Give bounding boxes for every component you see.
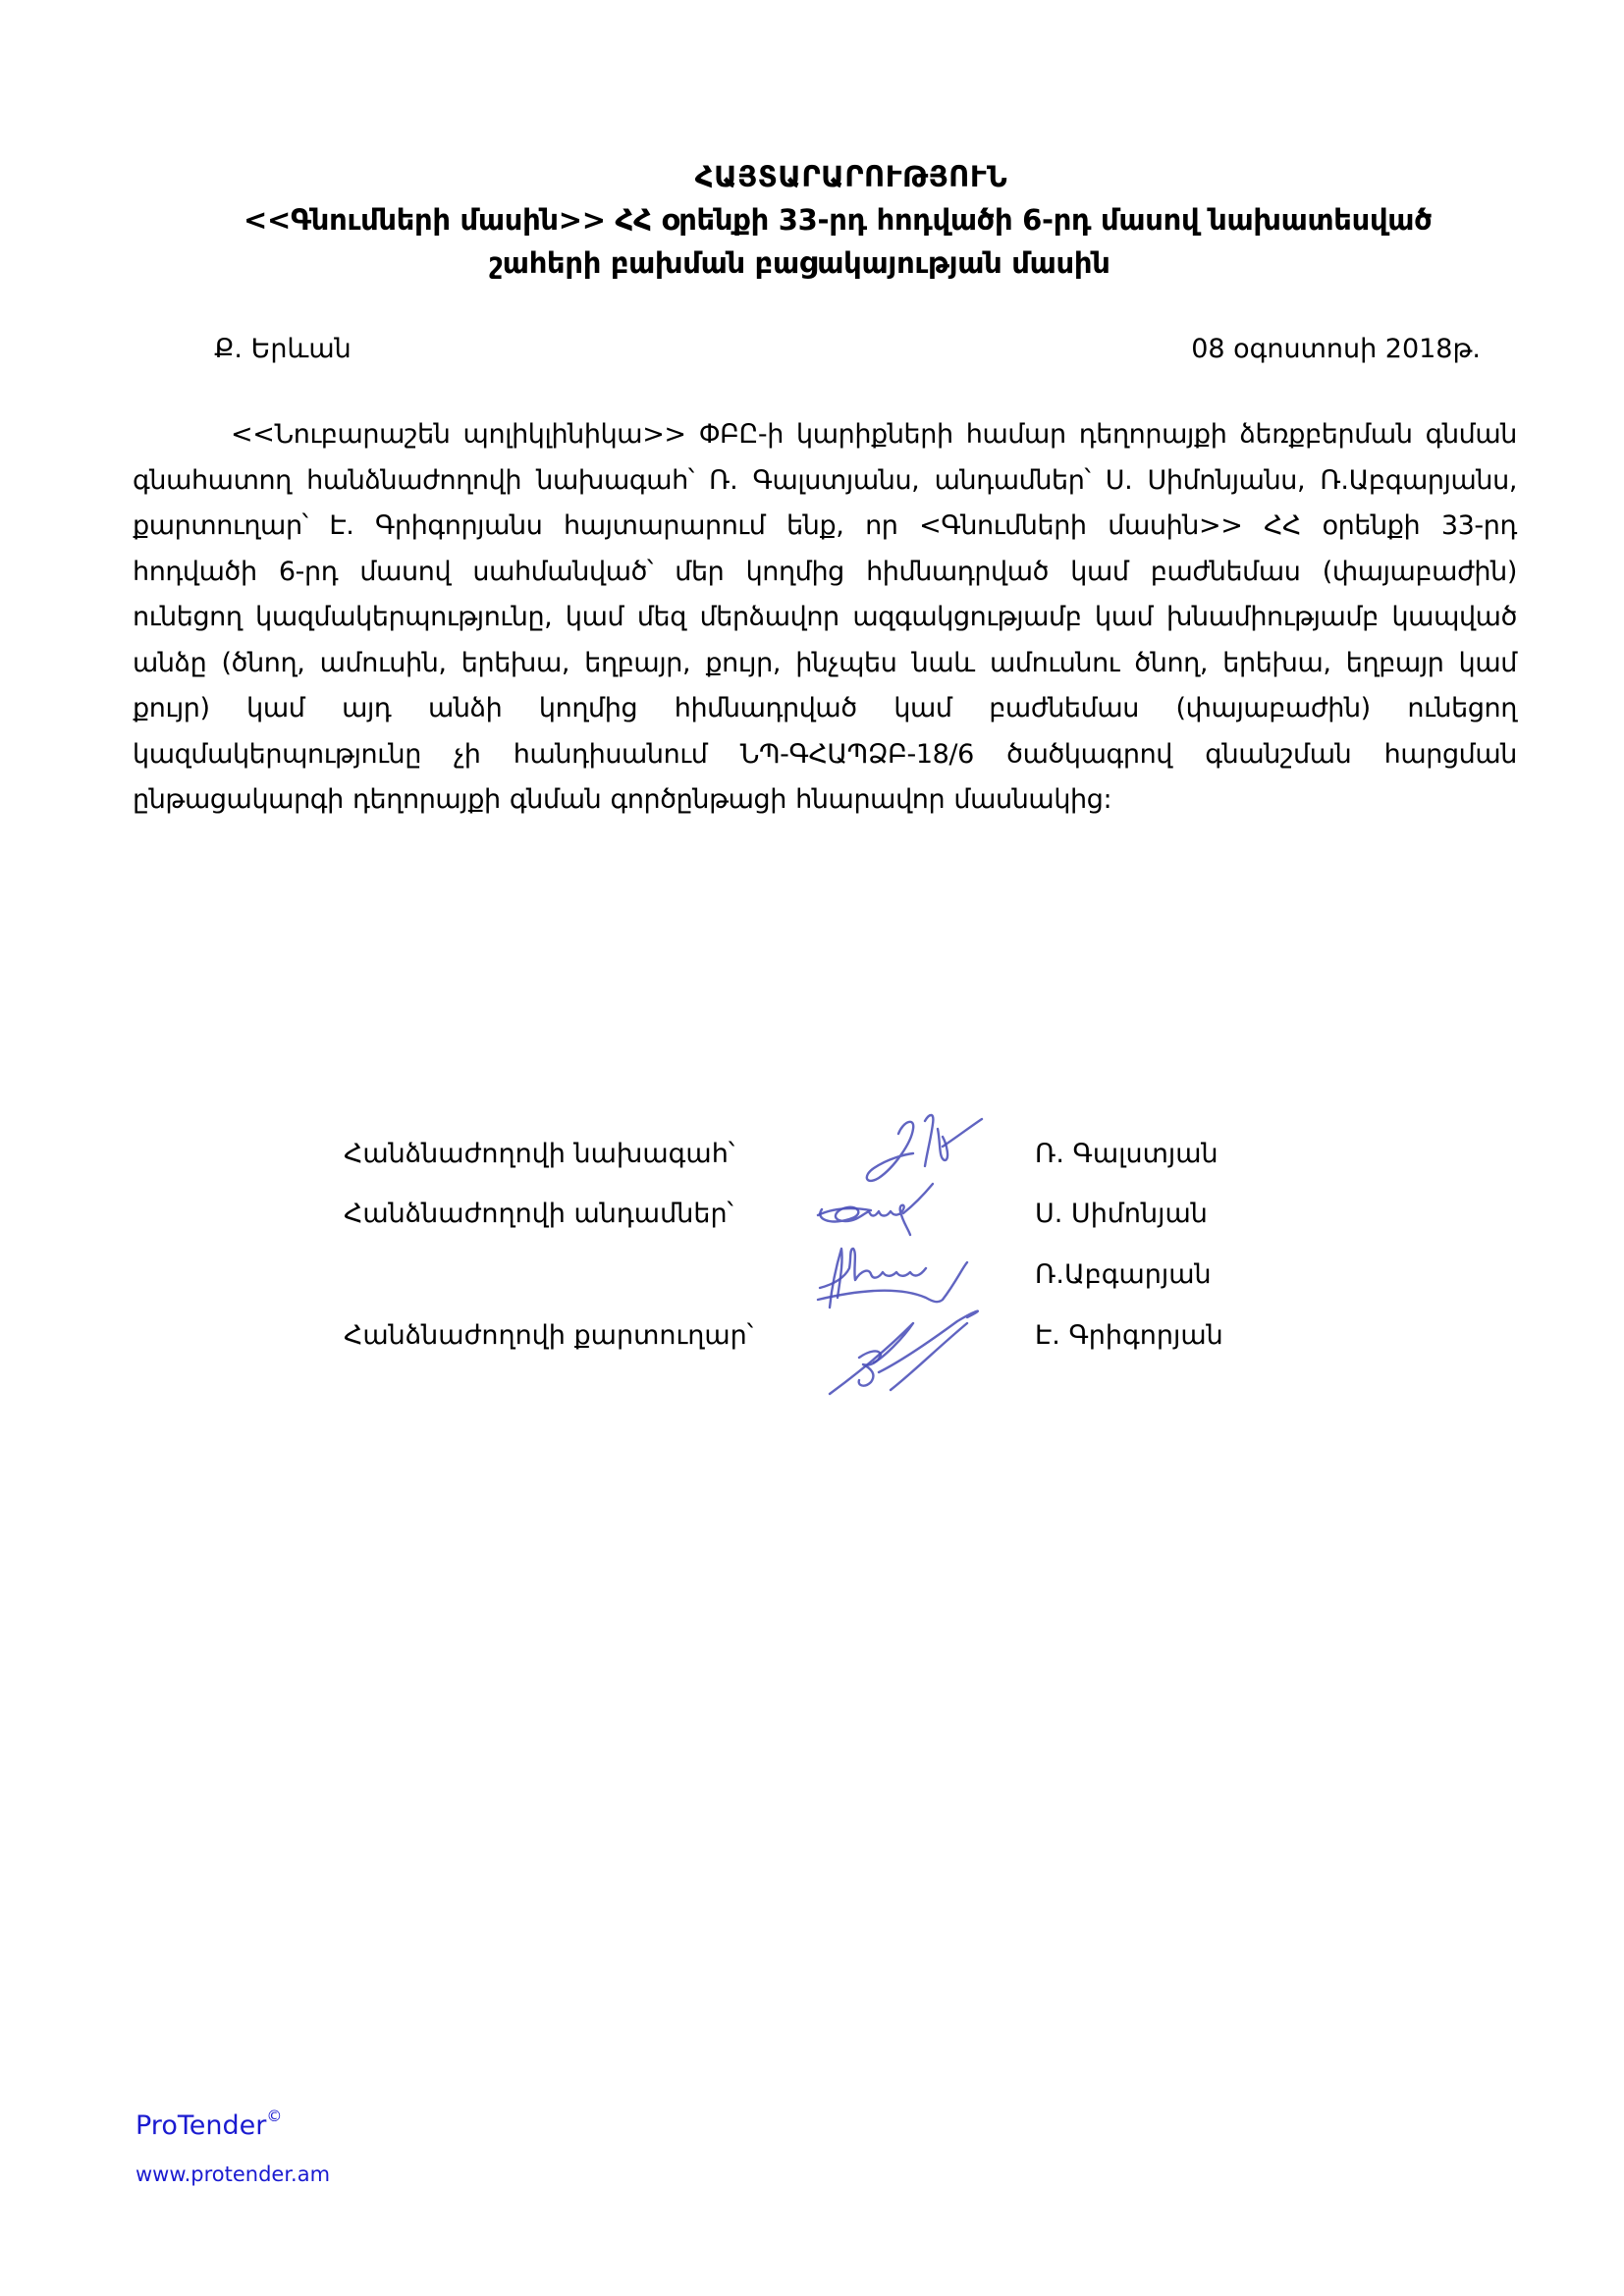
signer-role-secretary: Հանձնաժողովի քարտուղար՝ (344, 1320, 754, 1351)
copyright-icon: © (266, 2107, 283, 2125)
brand-name: ProTender (135, 2110, 267, 2141)
signature-abgaryan-icon (810, 1239, 997, 1312)
signer-role-chairman: Հանձնաժողովի նախագահ՝ (344, 1139, 735, 1169)
document-subtitle-line-1: <<Գնումների մասին>> ՀՀ օրենքի 33-րդ հոդվածի 6-րդ մասով նախատեսված (244, 203, 1433, 237)
declaration-paragraph: <<Նուբարաշեն պոլիկլինիկա>> ՓԲԸ-ի կարիքների համար դեղորայքի ձեռքբերման գնման գնահատող հանձնաժողովի նախագահ՝ Ռ. Գալստյանս, անդամներ՝ Ս. Սիմոնյանս, Ռ.Աբգարյանս, քարտուղար՝ Է. Գրիգորյանս հայտարարում ենք, որ <Գնումների մասին>> ՀՀ օրենքի 33-րդ հոդվածի 6-րդ մասով սահմանված՝ մեր կողմից հիմնադրված կամ բաժնեմաս (փայաբաժին) ունեցող կազմակերպությունը, կամ մեզ մերձավոր ազգակցությամբ կամ խնամիությամբ կապված անձը (ծնող, ամուսին, երեխա, եղբայր, քույր, ինչպես նաև ամուսնու ծնող, երեխա, եղբայր կամ քույր) կամ այդ անձի կողմից հիմնադրված կամ բաժնեմաս (փայաբաժին) ունեցող կազմակերպությունը չի հանդիսանում ՆՊ-ԳՀԱՊՁԲ-18/6 ծածկագրով գնանշման հարցման ընթացակարգի դեղորայքի գնման գործընթացի հնարավոր մասնակից: (133, 419, 1517, 815)
protender-url-link[interactable]: www.protender.am (135, 2163, 331, 2186)
signer-role-members: Հանձնաժողովի անդամներ՝ (344, 1199, 733, 1229)
signer-name-member-1: Ս. Սիմոնյան (1035, 1199, 1208, 1229)
protender-brand (135, 2107, 283, 2141)
document-subtitle-line-2: շահերի բախման բացակայության մասին (489, 246, 1110, 280)
signer-name-chairman: Ռ. Գալստյան (1035, 1139, 1218, 1169)
date: 08 օգոստոսի 2018թ. (1191, 334, 1481, 364)
place: Ք. Երևան (214, 334, 352, 364)
place-date-line (214, 334, 1481, 364)
signer-name-member-2: Ռ.Աբգարյան (1035, 1259, 1212, 1290)
signature-grigoryan-icon (820, 1304, 1016, 1402)
signer-name-secretary: Է. Գրիգորյան (1035, 1320, 1223, 1351)
signature-simonyan-icon (810, 1178, 957, 1237)
document-title: ՀԱՅՏԱՐԱՐՈՒԹՅՈՒՆ (694, 160, 1008, 193)
